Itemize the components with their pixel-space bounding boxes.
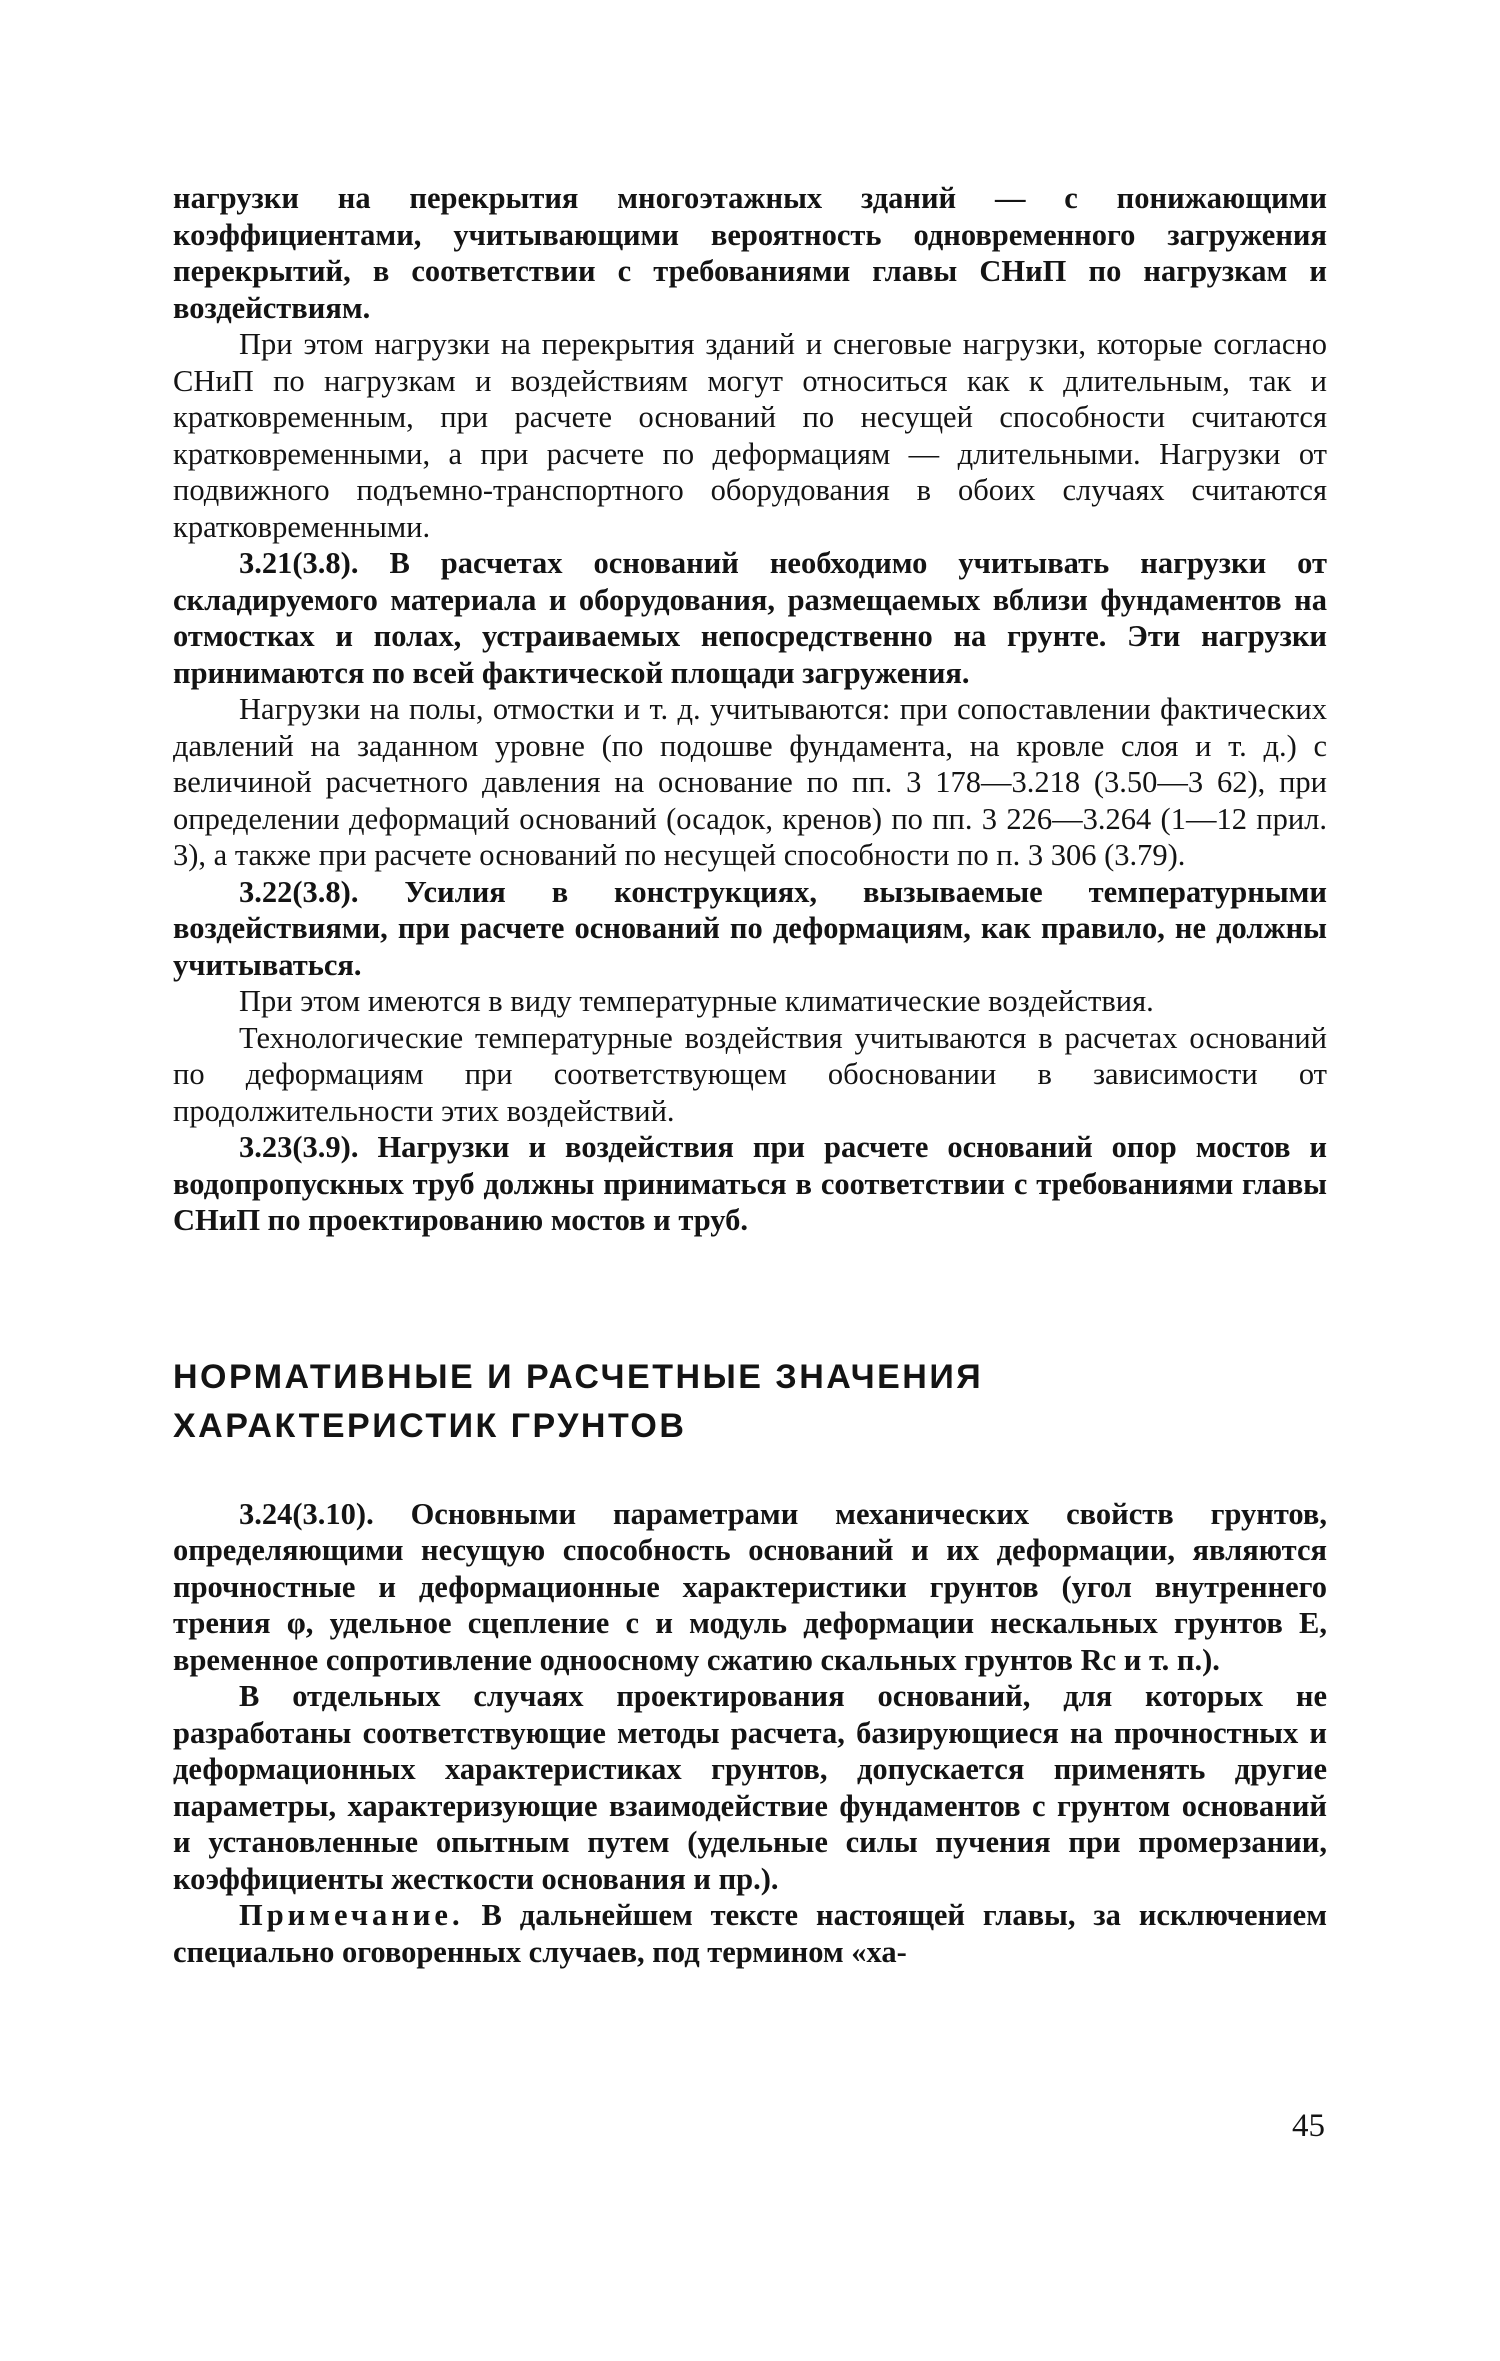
section-heading-line-2: ХАРАКТЕРИСТИК ГРУНТОВ: [173, 1406, 687, 1445]
bottom-section: [173, 1496, 1327, 1971]
top-section: [173, 180, 1327, 1239]
paragraph-climate: При этом имеются в виду температурные климатические воздействия.: [239, 984, 1154, 1018]
note-text: В дальнейшем тексте настоящей главы, за исключением специально оговоренных случаев, под термином «ха-: [173, 1898, 1327, 1969]
section-heading: [173, 1353, 1327, 1451]
paragraph-3-24: 3.24(3.10). Основными параметрами механических свойств грунтов, определяющими несущую способность оснований и их деформации, являются прочностные и деформационные характеристики грунтов (угол внутреннего трения φ, удельное сцепление c и модуль деформации нескальных грунтов E, временное сопротивление одноосному сжатию скальных грунтов Rc и т. п.).: [173, 1496, 1327, 1677]
section-heading-line-1: НОРМАТИВНЫЕ И РАСЧЕТНЫЕ ЗНАЧЕНИЯ: [173, 1357, 984, 1396]
paragraph-3-22: 3.22(3.8). Усилия в конструкциях, вызываемые температурными воздействиями, при расчете оснований по деформациям, как правило, не должны учитываться.: [173, 874, 1327, 982]
paragraph-note: [173, 1897, 1327, 1970]
paragraph-floor-loads: Нагрузки на полы, отмостки и т. д. учитываются: при сопоставлении фактических давлений на заданном уровне (по подошве фундамента, на кровле слоя и т. д.) с величиной расчетного давления на основание по пп. 3 178—3.218 (3.50—3 62), при определении деформаций оснований (осадок, кренов) по пп. 3 226—3.264 (1—12 прил. 3), а также при расчете оснований по несущей способности по п. 3 306 (3.79).: [173, 692, 1327, 872]
note-label: Примечание.: [239, 1898, 464, 1932]
paragraph-continuation: нагрузки на перекрытия многоэтажных зданий — с понижающими коэффициентами, учитывающими вероятность одновременного загружения перекрытий, в соответствии с требованиями главы СНиП по нагрузкам и воздействиям.: [173, 181, 1327, 325]
paragraph-technological: Технологические температурные воздействия учитываются в расчетах оснований по деформациям при соответствующем обосновании в зависимости от продолжительности этих воздействий.: [173, 1020, 1327, 1128]
paragraph-loads-note: При этом нагрузки на перекрытия зданий и снеговые нагрузки, которые согласно СНиП по нагрузкам и воздействиям могут относиться как к длительным, так и кратковременным, при расчете оснований по несущей способности считаются кратковременными, а при расчете по деформациям — длительными. Нагрузки от подвижного подъемно-транспортного оборудования в обоих случаях считаются кратковременными.: [173, 327, 1327, 544]
paragraph-3-23: 3.23(3.9). Нагрузки и воздействия при расчете оснований опор мостов и водопропускных труб должны приниматься в соответствии с требованиями главы СНиП по проектированию мостов и труб.: [173, 1130, 1327, 1237]
paragraph-other-parameters: В отдельных случаях проектирования оснований, для которых не разработаны соответствующие методы расчета, базирующиеся на прочностных и деформационных характеристиках грунтов, допускается применять другие параметры, характеризующие взаимодействие фундаментов с грунтом оснований и установленные опытным путем (удельные силы пучения при промерзании, коэффициенты жесткости основания и пр.).: [173, 1679, 1327, 1896]
paragraph-3-21: 3.21(3.8). В расчетах оснований необходимо учитывать нагрузки от складируемого материала и оборудования, размещаемых вблизи фундаментов на отмостках и полах, устраиваемых непосредственно на грунте. Эти нагрузки принимаются по всей фактической площади загружения.: [173, 546, 1327, 690]
page-number: 45: [1292, 2108, 1325, 2144]
